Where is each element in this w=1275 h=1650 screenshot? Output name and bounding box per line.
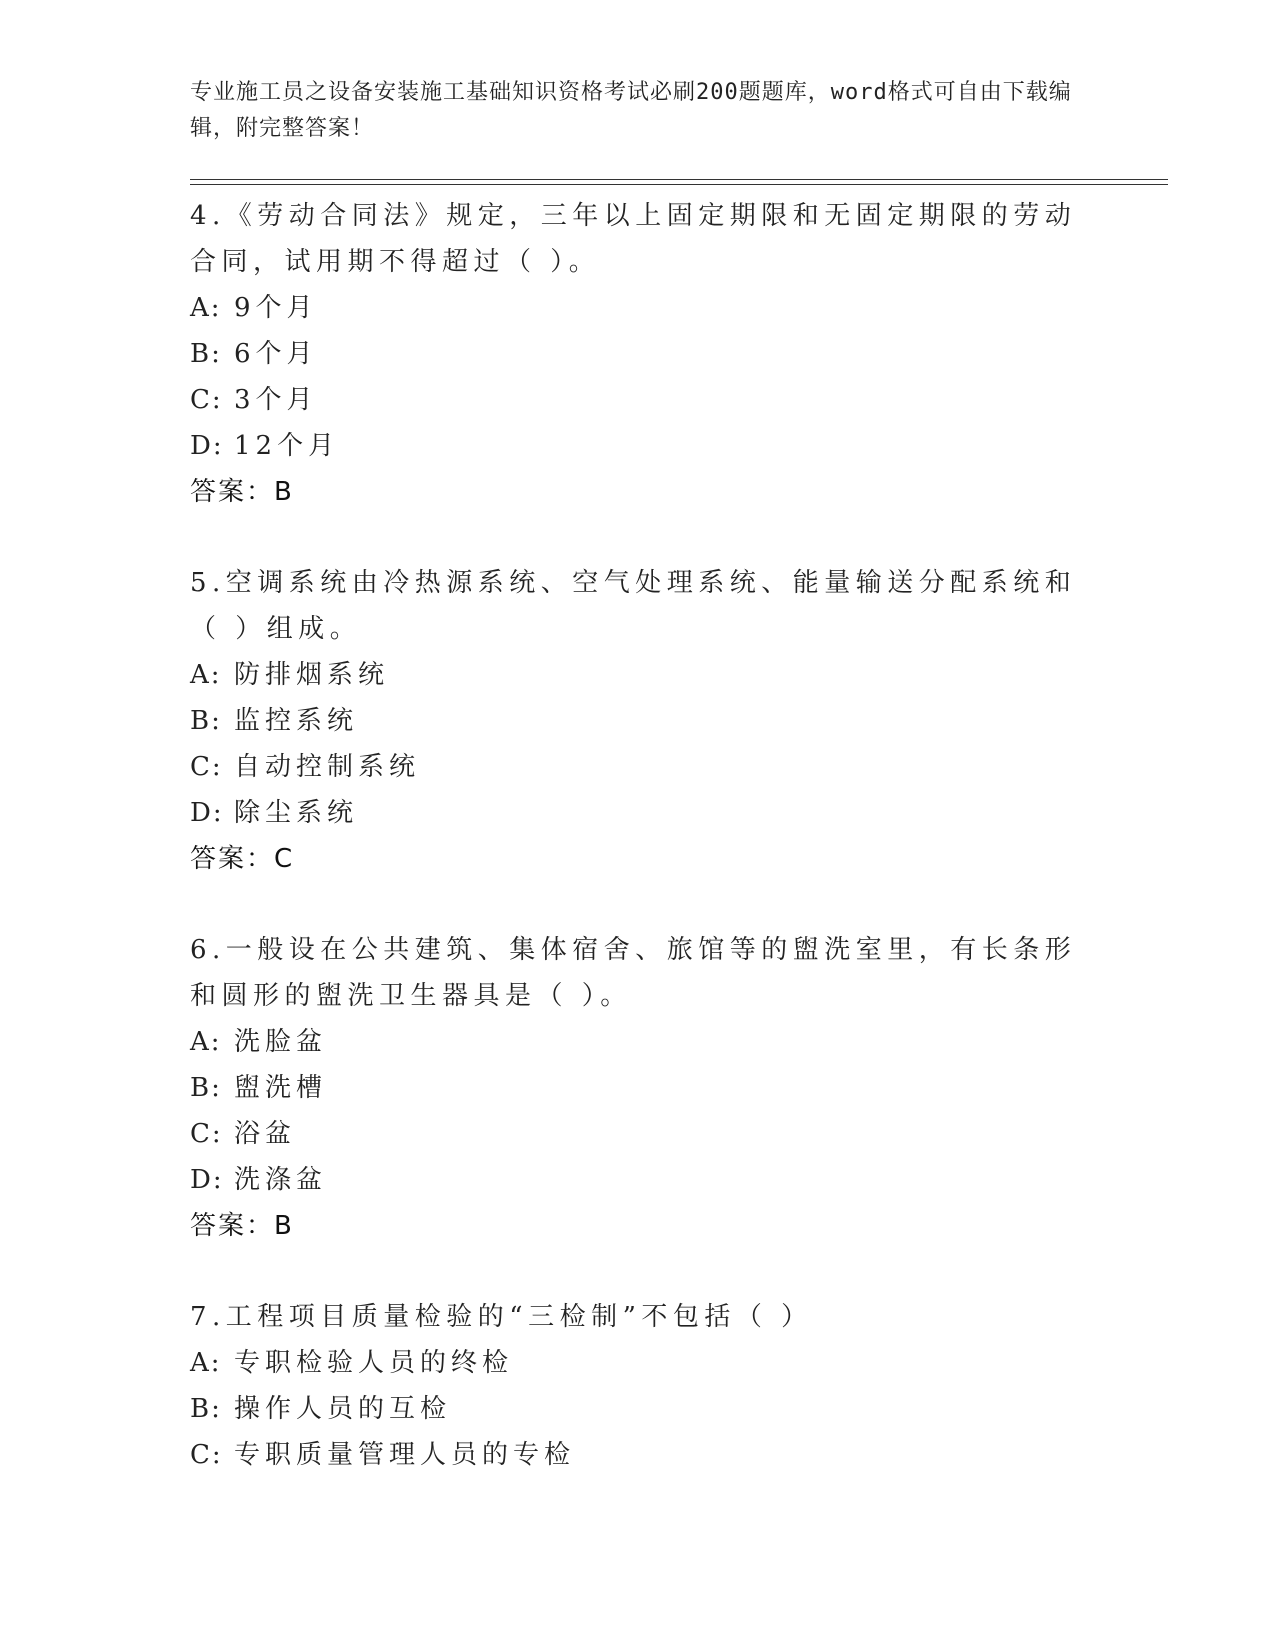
option-text: 操作人员的互检 bbox=[234, 1394, 452, 1424]
option-text: 自动控制系统 bbox=[234, 752, 421, 782]
option-letter: A: bbox=[190, 660, 222, 690]
option-letter: C: bbox=[190, 1119, 223, 1149]
option-b bbox=[190, 1386, 1090, 1432]
answer-line: 答案：C bbox=[190, 844, 295, 874]
option-c bbox=[190, 1111, 1090, 1157]
option-c bbox=[190, 377, 1090, 423]
question-stem: 5.空调系统由冷热源系统、空气处理系统、能量输送分配系统和（ ）组成。 bbox=[190, 568, 1077, 644]
option-text: 盥洗槽 bbox=[234, 1073, 328, 1103]
question-6 bbox=[190, 927, 1090, 1249]
option-text: 洗涤盆 bbox=[234, 1165, 328, 1195]
option-letter: C: bbox=[190, 385, 223, 415]
option-letter: D: bbox=[190, 798, 224, 828]
option-letter: C: bbox=[190, 752, 223, 782]
option-a bbox=[190, 652, 1090, 698]
option-text: 防排烟系统 bbox=[234, 660, 390, 690]
option-letter: A: bbox=[190, 293, 222, 323]
option-a bbox=[190, 1340, 1090, 1386]
option-letter: B: bbox=[190, 706, 222, 736]
answer-line: 答案：B bbox=[190, 477, 294, 507]
option-text: 3个月 bbox=[234, 385, 318, 415]
document-header: 专业施工员之设备安装施工基础知识资格考试必刷200题题库，word格式可自由下载编辑，附完整答案！ bbox=[190, 80, 1072, 141]
option-text: 9个月 bbox=[234, 293, 318, 323]
option-d bbox=[190, 1157, 1090, 1203]
question-4 bbox=[190, 193, 1090, 515]
option-b bbox=[190, 1065, 1090, 1111]
option-letter: A: bbox=[190, 1027, 222, 1057]
question-list bbox=[190, 193, 1090, 1478]
option-letter: A: bbox=[190, 1348, 222, 1378]
answer-line: 答案：B bbox=[190, 1211, 294, 1241]
option-letter: B: bbox=[190, 1394, 222, 1424]
option-letter: C: bbox=[190, 1440, 223, 1470]
option-text: 6个月 bbox=[234, 339, 318, 369]
question-stem: 6.一般设在公共建筑、集体宿舍、旅馆等的盥洗室里，有长条形和圆形的盥洗卫生器具是（ ）。 bbox=[190, 935, 1077, 1011]
option-d bbox=[190, 423, 1090, 469]
header-divider-top bbox=[190, 179, 1168, 180]
question-7 bbox=[190, 1294, 1090, 1478]
option-a bbox=[190, 1019, 1090, 1065]
option-a bbox=[190, 285, 1090, 331]
option-letter: D: bbox=[190, 1165, 224, 1195]
option-letter: D: bbox=[190, 431, 224, 461]
question-stem: 4.《劳动合同法》规定，三年以上固定期限和无固定期限的劳动合同，试用期不得超过（ ）。 bbox=[190, 201, 1077, 277]
option-text: 除尘系统 bbox=[234, 798, 359, 828]
header-divider-bottom bbox=[190, 184, 1168, 185]
option-text: 12个月 bbox=[234, 431, 340, 461]
option-b bbox=[190, 698, 1090, 744]
option-b bbox=[190, 331, 1090, 377]
option-text: 浴盆 bbox=[234, 1119, 297, 1149]
option-c bbox=[190, 744, 1090, 790]
option-letter: B: bbox=[190, 339, 222, 369]
question-stem: 7.工程项目质量检验的“三检制”不包括（ ） bbox=[190, 1302, 813, 1332]
option-d bbox=[190, 790, 1090, 836]
option-c bbox=[190, 1432, 1090, 1478]
option-text: 洗脸盆 bbox=[234, 1027, 328, 1057]
option-text: 专职质量管理人员的专检 bbox=[234, 1440, 576, 1470]
option-letter: B: bbox=[190, 1073, 222, 1103]
option-text: 专职检验人员的终检 bbox=[234, 1348, 514, 1378]
question-5 bbox=[190, 560, 1090, 882]
option-text: 监控系统 bbox=[234, 706, 359, 736]
